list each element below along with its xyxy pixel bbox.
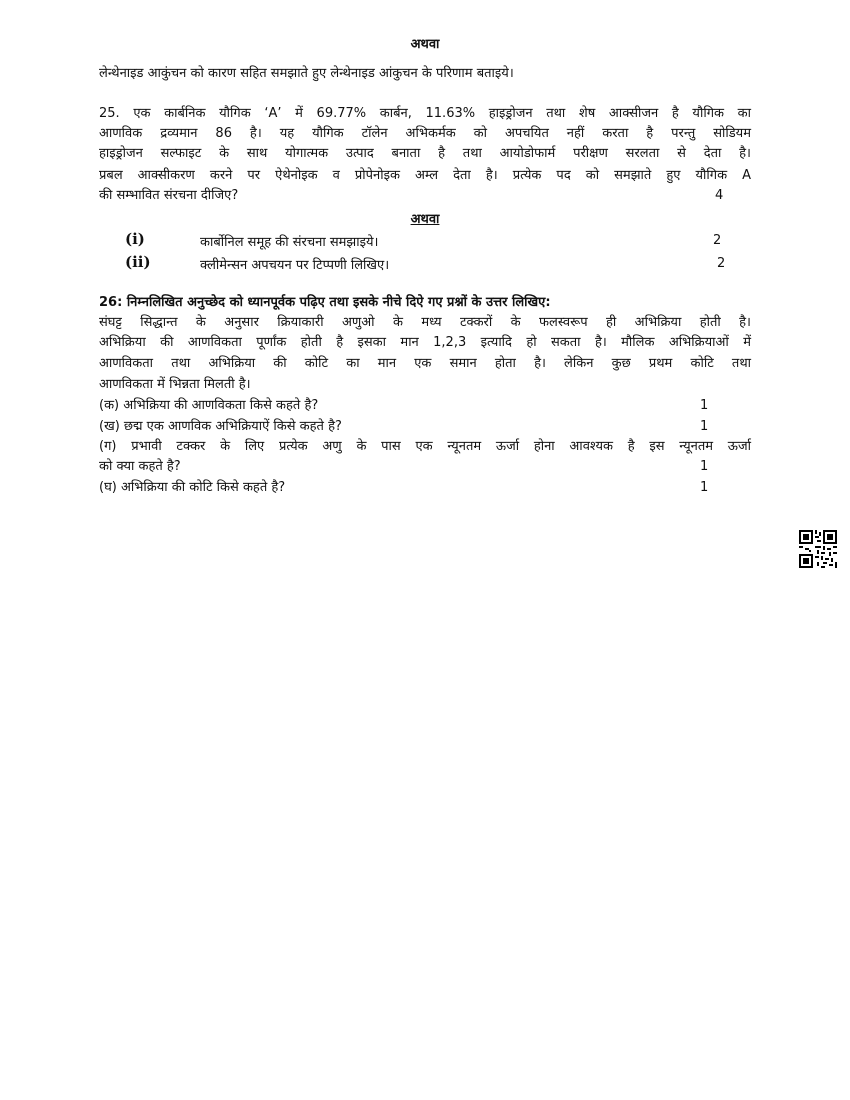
q26-question-ka: (क) अभिक्रिया की आणविकता किसे कहते है? [99,398,319,413]
q25-sub-1-text: कार्बोनिल समूह की संरचना समझाइये। [200,235,379,250]
q26-question-ga-line-2: को क्या कहते है? [99,459,181,474]
q26-question-ga-marks: 1 [700,459,709,474]
qr-code-icon [799,530,837,568]
q25-sub-2-number: (ii) [125,253,151,271]
q26-question-kha: (ख) छद्म एक आणविक अभिक्रियाऐं किसे कहते है? [99,419,342,434]
q26-question-gha-marks: 1 [700,480,709,495]
q26-question-gha: (घ) अभिक्रिया की कोटि किसे कहते है? [99,480,286,495]
q25-marks: 4 [715,188,724,203]
q25-line-4: प्रबल आक्सीकरण करने पर ऐथेनोइक व प्रोपेनोइक अम्ल देता है। प्रत्येक पद को समझाते हुए यौगिक A [99,168,751,183]
q26-question-ka-marks: 1 [700,398,709,413]
q25-sub-2-text: क्लीमेन्सन अपचयन पर टिप्पणी लिखिए। [200,258,390,273]
q25-sub-1-number: (i) [125,230,145,248]
q26-question-ga-line-1: (ग) प्रभावी टक्कर के लिए प्रत्येक अणु के पास एक न्यूनतम ऊर्जा होना आवश्यक है इस न्यूनतम ऊर्जा [99,439,751,454]
q26-para-line-1: संघट्ट सिद्धान्त के अनुसार क्रियाकारी अणुओ के मध्य टक्करों के फलस्वरूप ही अभिक्रिया होती है। [99,315,751,330]
q26-heading: 26: निम्नलिखित अनुच्छेद को ध्यानपूर्वक पढ़िए तथा इसके नीचे दिऐ गए प्रश्नों के उत्तर लिखिए: [99,295,551,310]
q25-sub-1-marks: 2 [713,233,722,248]
q26-para-line-3: आणविकता तथा अभिक्रिया की कोटि का मान एक समान होता है। लेकिन कुछ प्रथम कोटि तथा [99,356,751,371]
q25-line-2: आणविक द्रव्यमान 86 है। यह यौगिक टॉलेन अभिकर्मक को अपचयित नहीं करता है परन्तु सोडियम [99,126,751,141]
q24-alternative-text: लेन्थेनाइड आकुंचन को कारण सहित समझाते हुए लेन्थेनाइड आंकुचन के परिणाम बताइये। [99,66,514,81]
q25-line-1: 25. एक कार्बनिक यौगिक ‘A’ में 69.77% कार्बन, 11.63% हाइड्रोजन तथा शेष आक्सीजन है यौगिक का [99,106,751,121]
q25-line-3: हाइड्रोजन सल्फाइट के साथ योगात्मक उत्पाद बनाता है तथा आयोडोफार्म परीक्षण सरलता से देता है। [99,146,751,161]
alt-heading-q25: अथवा [410,212,440,227]
alt-heading-q24: अथवा [410,37,440,52]
q26-para-line-2: अभिक्रिया की आणविकता पूर्णांक होती है इसका मान 1,2,3 इत्यादि हो सकता है। मौलिक अभिक्रियाओं में [99,335,751,350]
q26-question-kha-marks: 1 [700,419,709,434]
q25-line-5: की सम्भावित संरचना दीजिए? [99,188,239,203]
q26-para-line-4: आणविकता में भिन्नता मिलती है। [99,377,251,392]
q25-sub-2-marks: 2 [717,256,726,271]
